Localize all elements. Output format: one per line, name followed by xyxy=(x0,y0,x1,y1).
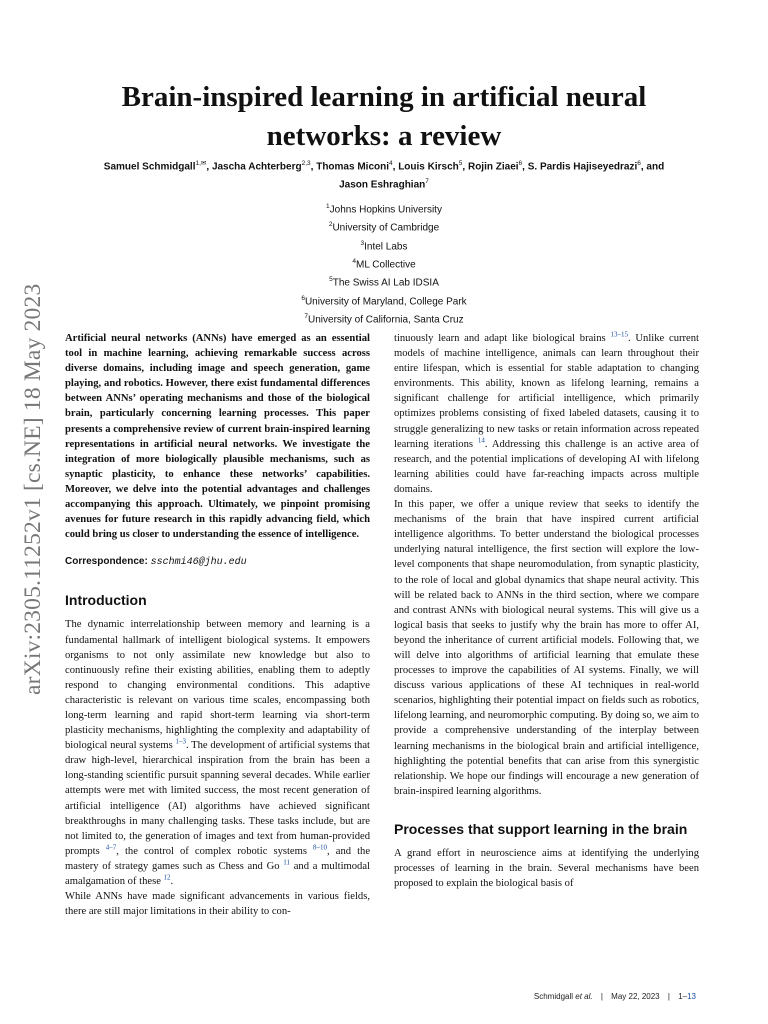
footer-author: Schmidgall xyxy=(533,992,574,1001)
citation-link[interactable]: 13–15 xyxy=(610,330,628,339)
processes-section-heading: Processes that support learning in the brain xyxy=(394,820,688,837)
correspondence-email-link[interactable]: sschmi46@jhu.edu xyxy=(150,557,247,569)
footer-date: May 22, 2023 xyxy=(611,992,660,1001)
paper-title: Brain-inspired learning in artificial neural networks: a review xyxy=(121,81,647,152)
author-list: Samuel Schmidgall$^{1,✉}$, Jascha Achterberg$^{2,3}$, Thomas Miconi$^4$, Louis Kirsch$^5$, Rojin Ziaei$^6$, S. Pardis Hajiseyedrazi$^6$, and Jason Eshraghian$^7$ xyxy=(103,160,665,191)
abstract: Artificial neural networks (ANNs) have emerged as an essential tool in machine learning, achieving remarkable success across diverse domains, including image and speech generation, game playing, and robotics. However, there exist fundamental differences between ANNs’ operating mechanisms and those of the biological brain, particularly concerning learning processes. This paper presents a comprehensive review of current brain-inspired learning representations in artificial neural networks. We investigate the integration of more biologically plausible mechanisms, such as synaptic plasticity, to enhance these networks’ capabilities. Moreover, we delve into the potential advantages and challenges accompanying this approach. Ultimately, we pinpoint promising avenues for future research in this rapidly advancing field, which could bring us closer to understanding the essence of intelligence. xyxy=(65,333,370,541)
author-name: Rojin Ziaei xyxy=(467,161,519,173)
author-name: Louis Kirsch xyxy=(398,161,459,173)
page-footer xyxy=(534,992,696,1001)
citation-link[interactable]: 8–10 xyxy=(313,843,328,852)
arxiv-identifier-stamp: arXiv:2305.11252v1 [cs.NE] 18 May 2023 xyxy=(20,283,46,695)
author-name: Jason Eshraghian xyxy=(339,179,426,191)
affiliation: $^7$University of California, Santa Cruz xyxy=(304,312,464,326)
author-affiliation-marker: 6 xyxy=(637,160,641,167)
citation-link[interactable]: 11 xyxy=(283,858,290,867)
author-name: S. Pardis Hajiseyedrazi xyxy=(527,161,638,173)
correspondence xyxy=(65,554,370,570)
author-name: Thomas Miconi xyxy=(316,161,390,173)
correspondence-label: Correspondence: xyxy=(65,556,148,568)
introduction-heading: Introduction xyxy=(65,592,147,609)
footer-separator: | xyxy=(667,992,670,1001)
author-name: Jascha Achterberg xyxy=(211,161,302,173)
footer-page-count-link[interactable]: 13 xyxy=(687,992,696,1001)
citation-link[interactable]: 1–3 xyxy=(175,737,186,746)
footer-pages xyxy=(678,992,696,1001)
affiliation: $^6$University of Maryland, College Park xyxy=(301,294,467,307)
introduction-paragraph-3: In this paper, we offer a unique review that seeks to identify the mechanisms of the brain that have inspired current artificial intelligence algorithms. To better understand the biological processes underlying natural intelligence, the first section will explore the low-level components that shape neuromodulation, from synaptic plasticity, to the role of local and global dynamics that shape neural activity. This will be related back to ANNs in the third section, where we compare and contrast ANNs with biological neural systems. This will give us a logical basis that seeks to justify why the brain has more to offer AI, beyond the inheritance of current artificial models. Following that, we will delve into algorithms of artificial learning that emulate these processes to improve the capabilities of AI systems. Finally, we will discuss various applications of these AI techniques in real-world scenarios, highlighting their potential impact on fields such as robotics, lifelong learning, and neuromorphic computing. By doing so, we aim to provide a comprehensive understanding of the interplay between learning mechanisms in the biological brain and artificial intelligence, highlighting the potential benefits that can arise from this synergistic relationship. We hope our findings will encourage a new generation of brain-inspired learning algorithms. xyxy=(394,499,699,797)
left-column xyxy=(65,331,370,919)
footer-etal: et al. xyxy=(573,992,593,1001)
footer-pages-prefix: 1– xyxy=(678,992,688,1001)
affiliation-list xyxy=(70,199,698,327)
citation-link[interactable]: 4–7 xyxy=(105,843,117,852)
introduction-paragraph-2-continued: tinuously learn and adapt like biological brains $^{13-15}$. Unlike current models of machine intelligence, animals can learn throughout their entire lifespan, which is essential for stable adaptation to changing environments. This ability, known as lifelong learning, remains a significant challenge for artificial intelligence, which primarily optimizes problems consisting of fixed labeled datasets, causing it to struggle generalizing to new tasks or retain information across repeated learning iterations $^{14}$. Addressing this challenge is an active area of research, and the potential implications of developing AI with lifelong learning abilities could have far-reaching impacts across multiple domains. xyxy=(394,330,699,495)
affiliation: $^1$Johns Hopkins University xyxy=(326,203,442,216)
author-affiliation-marker: 4 xyxy=(389,160,393,167)
author-affiliation-marker: 5 xyxy=(458,160,463,167)
affiliation: $^2$University of Cambridge xyxy=(328,221,440,234)
introduction-paragraph-2: While ANNs have made significant advancements in various fields, there are still major limitations in their ability to con- xyxy=(65,891,370,918)
author-affiliation-marker: 6 xyxy=(518,160,523,167)
affiliation: $^3$Intel Labs xyxy=(360,239,408,252)
author-affiliation-marker: 7 xyxy=(425,177,429,185)
citation-link[interactable]: 12 xyxy=(163,873,171,882)
introduction-paragraph-1: The dynamic interrelationship between memory and learning is a fundamental hallmark of intelligent biological systems. It empowers organisms to not only assimilate new knowledge but also to continuously refine their existing abilities, enabling them to adeptly respond to changing environmental conditions. This adaptive characteristic is relevant on various time scales, encompassing both long-term learning and rapid short-term learning via short-term plasticity mechanisms, highlighting the complexity and adaptability of biological neural systems $^{1-3}$. The development of artificial systems that draw high-level, hierarchical inspiration from the brain has been a long-standing scientific pursuit spanning several decades. While earlier attempts were met with limited success, the most recent generation of artificial intelligence (AI) algorithms have achieved significant breakthroughs in many challenging tasks. These tasks include, but are not limited to, the generation of images and text from human-provided prompts $^{4-7}$, the control of complex robotic systems $^{8-10}$, and the mastery of strategy games such as Chess and Go $^{11}$ and a multimodal amalgamation of these $^{12}$. xyxy=(65,619,371,887)
citation-link[interactable]: 14 xyxy=(477,436,485,445)
footer-separator: | xyxy=(600,992,603,1001)
author-name: Samuel Schmidgall xyxy=(103,161,196,173)
right-column xyxy=(394,331,699,891)
author-affiliation-marker: 2,3 xyxy=(301,160,311,167)
affiliation: $^5$The Swiss AI Lab IDSIA xyxy=(329,276,439,289)
processes-paragraph-1: A grand effort in neuroscience aims at identifying the underlying processes of learning in the brain. Several mechanisms have been proposed to explain the biological basis of xyxy=(394,847,699,890)
affiliation: $^4$ML Collective xyxy=(352,257,416,271)
author-affiliation-marker: 1,✉ xyxy=(195,160,207,167)
